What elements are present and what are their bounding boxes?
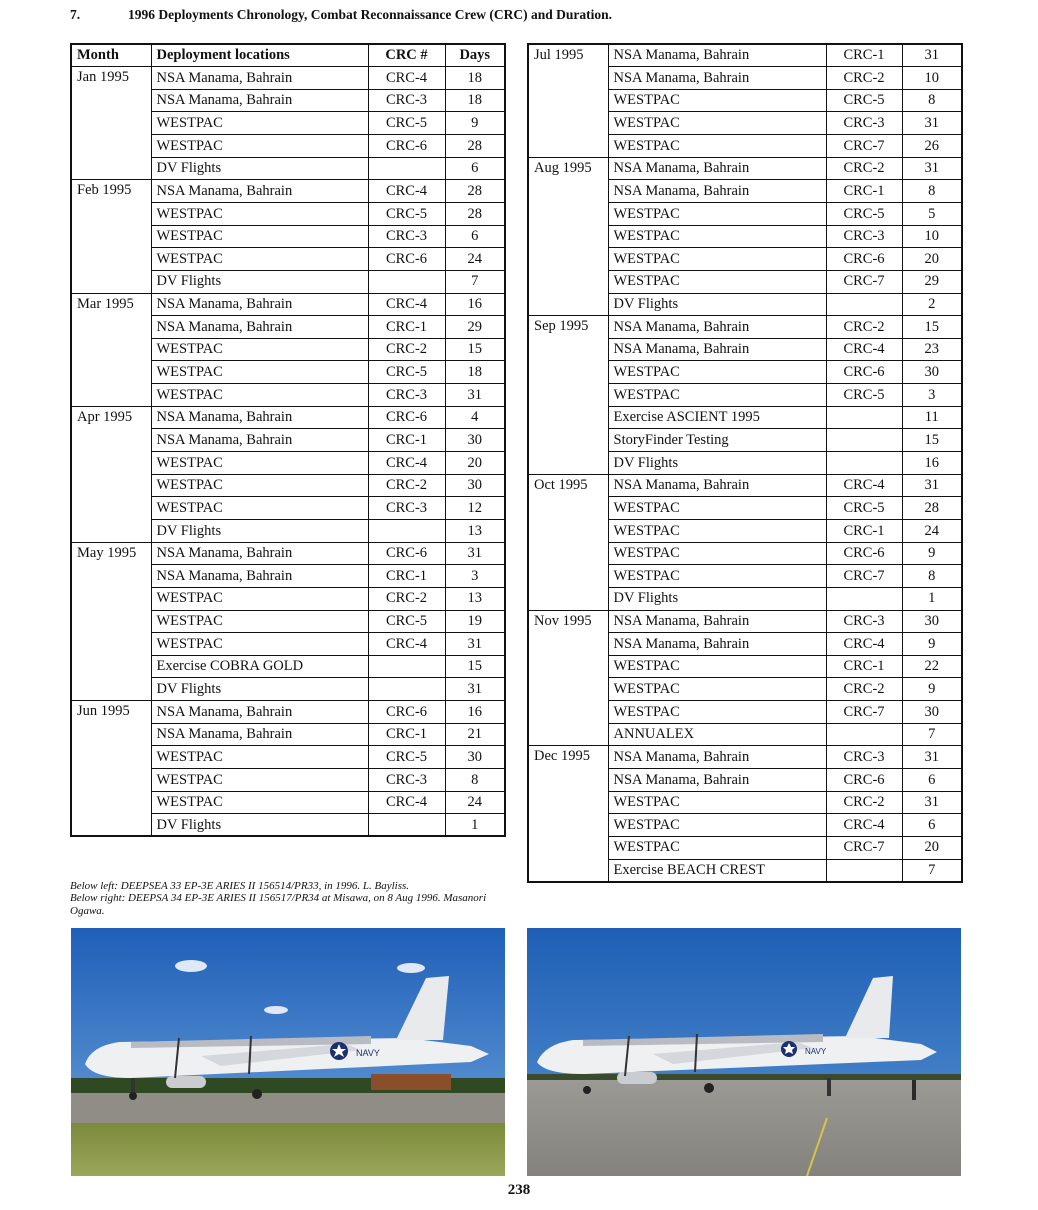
location-cell: WESTPAC [151, 225, 368, 248]
month-cell: Dec 1995 [528, 746, 608, 882]
location-cell: WESTPAC [151, 361, 368, 384]
deployments-table-left [70, 43, 506, 837]
crc-cell: CRC-5 [826, 497, 902, 520]
days-cell: 28 [445, 202, 505, 225]
crc-cell [826, 406, 902, 429]
days-cell: 8 [902, 89, 962, 112]
location-cell: NSA Manama, Bahrain [151, 542, 368, 565]
location-cell: WESTPAC [608, 112, 826, 135]
days-cell: 18 [445, 89, 505, 112]
crc-cell: CRC-6 [368, 542, 445, 565]
days-cell: 28 [445, 135, 505, 158]
crc-cell: CRC-4 [368, 293, 445, 316]
location-cell: DV Flights [151, 157, 368, 180]
table-row [71, 542, 505, 565]
crc-cell: CRC-7 [826, 270, 902, 293]
crc-cell: CRC-4 [826, 633, 902, 656]
location-cell: WESTPAC [608, 565, 826, 588]
table-row [528, 474, 962, 497]
navy-marking: NAVY [356, 1048, 380, 1058]
days-cell: 10 [902, 67, 962, 90]
crc-cell [368, 270, 445, 293]
crc-cell: CRC-1 [826, 655, 902, 678]
aircraft-photo-left [71, 928, 505, 1176]
location-cell: NSA Manama, Bahrain [151, 180, 368, 203]
crc-cell: CRC-3 [368, 497, 445, 520]
location-cell: Exercise COBRA GOLD [151, 655, 368, 678]
days-cell: 7 [445, 270, 505, 293]
crc-cell: CRC-1 [826, 180, 902, 203]
location-cell: WESTPAC [151, 384, 368, 407]
crc-cell: CRC-2 [826, 157, 902, 180]
navy-marking-right: NAVY [805, 1047, 827, 1056]
caption-right: Below right: DEEPSA 34 EP-3E ARIES II 156517/PR34 at Misawa, on 8 Aug 1996. Masanori Ogawa. [70, 892, 487, 917]
crc-cell: CRC-2 [368, 587, 445, 610]
crc-cell: CRC-6 [826, 769, 902, 792]
crc-cell: CRC-2 [826, 316, 902, 339]
crc-cell: CRC-7 [826, 135, 902, 158]
photo-caption [70, 880, 510, 917]
location-cell: NSA Manama, Bahrain [608, 316, 826, 339]
days-cell: 31 [902, 791, 962, 814]
table-row [528, 157, 962, 180]
days-cell: 26 [902, 135, 962, 158]
crc-cell: CRC-5 [826, 89, 902, 112]
days-cell: 16 [902, 452, 962, 475]
crc-cell: CRC-4 [368, 180, 445, 203]
page-number: 238 [507, 1182, 531, 1198]
crc-cell: CRC-2 [826, 67, 902, 90]
days-cell: 13 [445, 587, 505, 610]
crc-cell: CRC-7 [826, 836, 902, 859]
table-row [71, 701, 505, 724]
days-cell: 4 [445, 406, 505, 429]
crc-cell: CRC-1 [368, 316, 445, 339]
month-cell: Nov 1995 [528, 610, 608, 746]
location-cell: Exercise ASCIENT 1995 [608, 406, 826, 429]
crc-cell: CRC-3 [368, 89, 445, 112]
days-cell: 30 [902, 361, 962, 384]
crc-cell: CRC-1 [368, 429, 445, 452]
location-cell: ANNUALEX [608, 723, 826, 746]
days-cell: 13 [445, 519, 505, 542]
crc-cell: CRC-7 [826, 565, 902, 588]
location-cell: WESTPAC [608, 836, 826, 859]
days-cell: 7 [902, 723, 962, 746]
crc-cell: CRC-4 [826, 338, 902, 361]
days-cell: 30 [445, 746, 505, 769]
crc-cell: CRC-6 [368, 406, 445, 429]
days-cell: 29 [902, 270, 962, 293]
crc-cell: CRC-3 [826, 610, 902, 633]
days-cell: 7 [902, 859, 962, 882]
location-cell: WESTPAC [151, 338, 368, 361]
location-cell: WESTPAC [608, 384, 826, 407]
days-cell: 8 [902, 180, 962, 203]
table-row [71, 293, 505, 316]
location-cell: WESTPAC [151, 587, 368, 610]
location-cell: WESTPAC [151, 112, 368, 135]
location-cell: NSA Manama, Bahrain [151, 67, 368, 90]
month-cell: May 1995 [71, 542, 151, 700]
crc-cell: CRC-2 [826, 791, 902, 814]
location-cell: DV Flights [151, 814, 368, 837]
crc-cell: CRC-6 [826, 248, 902, 271]
location-cell: WESTPAC [151, 452, 368, 475]
location-cell: NSA Manama, Bahrain [608, 610, 826, 633]
days-cell: 31 [445, 678, 505, 701]
days-cell: 30 [445, 429, 505, 452]
location-cell: NSA Manama, Bahrain [151, 429, 368, 452]
days-cell: 23 [902, 338, 962, 361]
location-cell: StoryFinder Testing [608, 429, 826, 452]
days-cell: 21 [445, 723, 505, 746]
crc-cell [368, 814, 445, 837]
crc-cell [826, 293, 902, 316]
days-cell: 9 [445, 112, 505, 135]
location-cell: WESTPAC [151, 610, 368, 633]
crc-cell [368, 157, 445, 180]
days-cell: 24 [445, 791, 505, 814]
days-cell: 8 [445, 769, 505, 792]
location-cell: NSA Manama, Bahrain [608, 338, 826, 361]
location-column-header: Deployment locations [151, 44, 368, 67]
location-cell: WESTPAC [608, 791, 826, 814]
days-cell: 31 [902, 44, 962, 67]
aircraft-photo-right [527, 928, 961, 1176]
crc-cell: CRC-7 [826, 701, 902, 724]
location-cell: NSA Manama, Bahrain [151, 406, 368, 429]
table-header-row [71, 44, 505, 67]
location-cell: WESTPAC [151, 248, 368, 271]
crc-cell [826, 452, 902, 475]
location-cell: WESTPAC [608, 519, 826, 542]
location-cell: WESTPAC [151, 474, 368, 497]
table-row [71, 406, 505, 429]
crc-cell: CRC-6 [826, 542, 902, 565]
days-cell: 30 [445, 474, 505, 497]
days-cell: 20 [445, 452, 505, 475]
location-cell: WESTPAC [151, 202, 368, 225]
crc-cell [826, 723, 902, 746]
days-cell: 9 [902, 542, 962, 565]
crc-cell [826, 429, 902, 452]
location-cell: DV Flights [608, 293, 826, 316]
location-cell: WESTPAC [608, 270, 826, 293]
days-cell: 5 [902, 202, 962, 225]
location-cell: DV Flights [151, 270, 368, 293]
location-cell: NSA Manama, Bahrain [151, 89, 368, 112]
location-cell: DV Flights [608, 452, 826, 475]
days-cell: 10 [902, 225, 962, 248]
days-cell: 24 [445, 248, 505, 271]
crc-cell [368, 519, 445, 542]
location-cell: WESTPAC [608, 678, 826, 701]
table-row [528, 610, 962, 633]
location-cell: WESTPAC [608, 202, 826, 225]
location-cell: NSA Manama, Bahrain [608, 157, 826, 180]
days-cell: 9 [902, 678, 962, 701]
month-cell: Sep 1995 [528, 316, 608, 474]
location-cell: WESTPAC [608, 542, 826, 565]
section-number: 7. [70, 7, 81, 22]
location-cell: NSA Manama, Bahrain [608, 633, 826, 656]
location-cell: NSA Manama, Bahrain [151, 565, 368, 588]
crc-cell: CRC-4 [368, 452, 445, 475]
crc-cell: CRC-5 [826, 202, 902, 225]
location-cell: NSA Manama, Bahrain [608, 180, 826, 203]
location-cell: NSA Manama, Bahrain [608, 44, 826, 67]
days-cell: 31 [445, 542, 505, 565]
location-cell: NSA Manama, Bahrain [608, 769, 826, 792]
month-cell: Jul 1995 [528, 44, 608, 157]
crc-cell: CRC-1 [826, 519, 902, 542]
location-cell: WESTPAC [151, 746, 368, 769]
crc-cell [826, 859, 902, 882]
days-cell: 6 [902, 769, 962, 792]
section-heading [70, 7, 612, 23]
location-cell: NSA Manama, Bahrain [151, 293, 368, 316]
days-cell: 16 [445, 701, 505, 724]
crc-cell: CRC-6 [368, 135, 445, 158]
month-cell: Mar 1995 [71, 293, 151, 406]
days-cell: 15 [445, 338, 505, 361]
days-cell: 31 [902, 157, 962, 180]
days-cell: 15 [445, 655, 505, 678]
crc-column-header: CRC # [368, 44, 445, 67]
crc-cell: CRC-3 [826, 746, 902, 769]
days-cell: 18 [445, 361, 505, 384]
days-cell: 6 [445, 157, 505, 180]
location-cell: WESTPAC [608, 89, 826, 112]
days-cell: 31 [902, 746, 962, 769]
days-cell: 12 [445, 497, 505, 520]
crc-cell: CRC-2 [826, 678, 902, 701]
days-cell: 22 [902, 655, 962, 678]
crc-cell: CRC-6 [826, 361, 902, 384]
days-cell: 29 [445, 316, 505, 339]
location-cell: WESTPAC [608, 225, 826, 248]
location-cell: DV Flights [151, 519, 368, 542]
location-cell: NSA Manama, Bahrain [608, 746, 826, 769]
month-cell: Feb 1995 [71, 180, 151, 293]
location-cell: NSA Manama, Bahrain [151, 723, 368, 746]
location-cell: WESTPAC [608, 135, 826, 158]
crc-cell: CRC-3 [368, 769, 445, 792]
crc-cell: CRC-4 [368, 67, 445, 90]
location-cell: NSA Manama, Bahrain [151, 316, 368, 339]
days-cell: 28 [902, 497, 962, 520]
location-cell: WESTPAC [608, 248, 826, 271]
crc-cell [368, 655, 445, 678]
days-cell: 3 [902, 384, 962, 407]
crc-cell: CRC-4 [826, 814, 902, 837]
crc-cell: CRC-4 [368, 633, 445, 656]
days-cell: 15 [902, 429, 962, 452]
table-row [71, 67, 505, 90]
days-cell: 1 [445, 814, 505, 837]
table-row [71, 180, 505, 203]
crc-cell: CRC-6 [368, 248, 445, 271]
location-cell: WESTPAC [151, 791, 368, 814]
ep3e-aircraft-grass-image [71, 928, 505, 1176]
days-cell: 1 [902, 587, 962, 610]
days-cell: 20 [902, 836, 962, 859]
table-row [528, 44, 962, 67]
days-cell: 31 [445, 633, 505, 656]
month-column-header: Month [71, 44, 151, 67]
deployments-table-right [527, 43, 963, 883]
location-cell: WESTPAC [151, 769, 368, 792]
crc-cell: CRC-5 [826, 384, 902, 407]
crc-cell: CRC-5 [368, 202, 445, 225]
table-row [528, 746, 962, 769]
days-cell: 20 [902, 248, 962, 271]
crc-cell: CRC-3 [368, 384, 445, 407]
location-cell: NSA Manama, Bahrain [608, 474, 826, 497]
crc-cell [368, 678, 445, 701]
crc-cell: CRC-5 [368, 112, 445, 135]
location-cell: WESTPAC [608, 655, 826, 678]
days-cell: 8 [902, 565, 962, 588]
location-cell: WESTPAC [608, 497, 826, 520]
crc-cell: CRC-2 [368, 338, 445, 361]
crc-cell: CRC-1 [368, 565, 445, 588]
location-cell: WESTPAC [151, 633, 368, 656]
location-cell: WESTPAC [151, 497, 368, 520]
location-cell: NSA Manama, Bahrain [608, 67, 826, 90]
location-cell: WESTPAC [608, 814, 826, 837]
days-cell: 28 [445, 180, 505, 203]
days-cell: 30 [902, 701, 962, 724]
crc-cell: CRC-5 [368, 746, 445, 769]
days-column-header: Days [445, 44, 505, 67]
crc-cell: CRC-4 [368, 791, 445, 814]
days-cell: 15 [902, 316, 962, 339]
crc-cell: CRC-2 [368, 474, 445, 497]
crc-cell: CRC-3 [368, 225, 445, 248]
ep3e-aircraft-misawa-image [527, 928, 961, 1176]
month-cell: Oct 1995 [528, 474, 608, 610]
days-cell: 31 [902, 112, 962, 135]
days-cell: 30 [902, 610, 962, 633]
location-cell: Exercise BEACH CREST [608, 859, 826, 882]
section-title: 1996 Deployments Chronology, Combat Reconnaissance Crew (CRC) and Duration. [128, 7, 613, 22]
crc-cell: CRC-6 [368, 701, 445, 724]
days-cell: 3 [445, 565, 505, 588]
days-cell: 11 [902, 406, 962, 429]
days-cell: 6 [902, 814, 962, 837]
location-cell: WESTPAC [151, 135, 368, 158]
location-cell: WESTPAC [608, 701, 826, 724]
month-cell: Jun 1995 [71, 701, 151, 837]
crc-cell: CRC-1 [368, 723, 445, 746]
location-cell: WESTPAC [608, 361, 826, 384]
days-cell: 19 [445, 610, 505, 633]
table-row [528, 316, 962, 339]
days-cell: 9 [902, 633, 962, 656]
crc-cell: CRC-3 [826, 112, 902, 135]
caption-left: Below left: DEEPSEA 33 EP-3E ARIES II 156514/PR33, in 1996. L. Bayliss. [70, 880, 410, 892]
location-cell: NSA Manama, Bahrain [151, 701, 368, 724]
crc-cell: CRC-5 [368, 361, 445, 384]
crc-cell [826, 587, 902, 610]
month-cell: Apr 1995 [71, 406, 151, 542]
days-cell: 24 [902, 519, 962, 542]
location-cell: DV Flights [151, 678, 368, 701]
days-cell: 18 [445, 67, 505, 90]
location-cell: DV Flights [608, 587, 826, 610]
crc-cell: CRC-5 [368, 610, 445, 633]
days-cell: 31 [445, 384, 505, 407]
month-cell: Jan 1995 [71, 67, 151, 180]
crc-cell: CRC-3 [826, 225, 902, 248]
crc-cell: CRC-4 [826, 474, 902, 497]
crc-cell: CRC-1 [826, 44, 902, 67]
days-cell: 6 [445, 225, 505, 248]
days-cell: 2 [902, 293, 962, 316]
days-cell: 31 [902, 474, 962, 497]
days-cell: 16 [445, 293, 505, 316]
month-cell: Aug 1995 [528, 157, 608, 315]
